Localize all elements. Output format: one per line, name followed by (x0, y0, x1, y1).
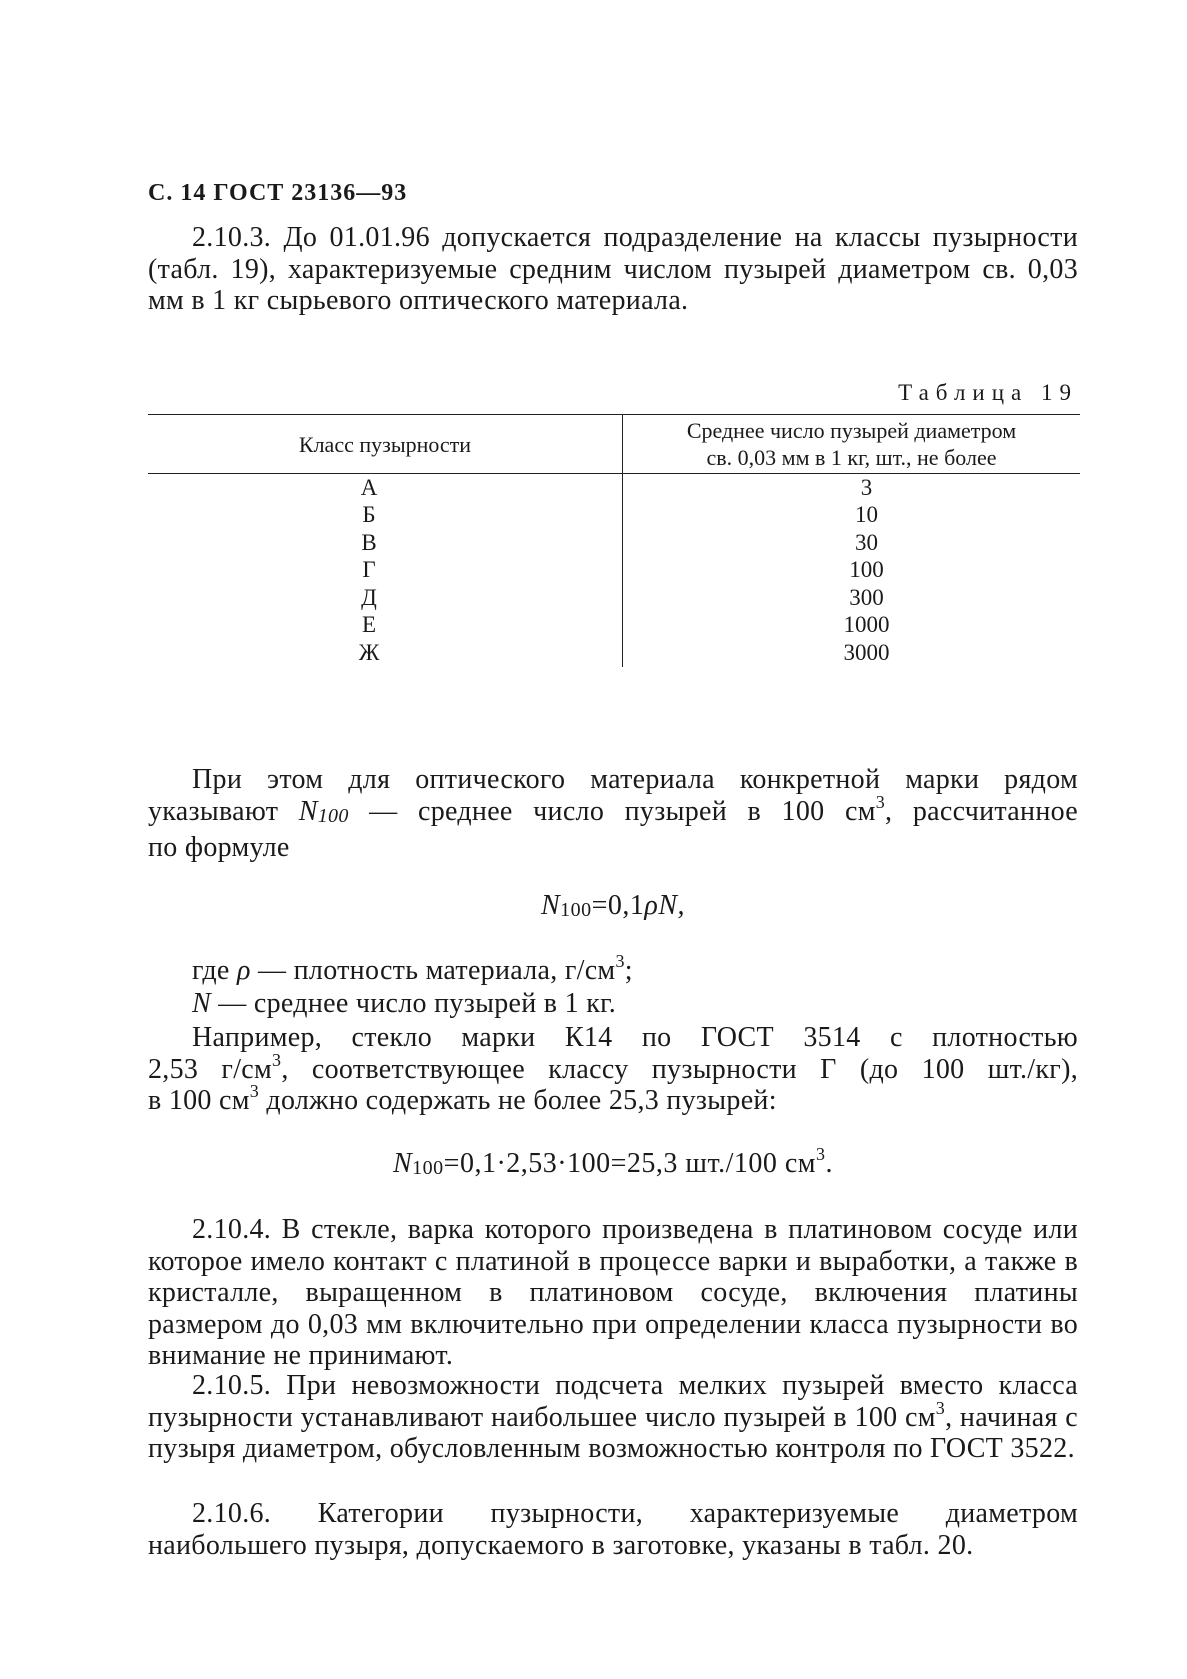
table-row (148, 584, 1080, 612)
intro-line1: При этом для оптического материала конкретной марки рядом (192, 764, 1078, 795)
where-prefix: где (192, 955, 230, 986)
class-cell: Г (148, 557, 623, 585)
cube-superscript: 3 (816, 1144, 826, 1164)
count-cell: 3 (860, 474, 873, 500)
formula-example (148, 1144, 1078, 1180)
formula-rhs: =0,1 (591, 890, 645, 921)
column-header-count-line2: св. 0,03 мм в 1 кг, шт., не более (706, 445, 997, 470)
cube-superscript: 3 (272, 1049, 282, 1070)
table-header-row (148, 415, 1080, 474)
intro-line2-b: — среднее число пузырей в 100 см (369, 795, 876, 827)
table-row (148, 502, 1080, 530)
example-line1: Например, стекло марки К14 по ГОСТ 3514 с плотностью (192, 1022, 1078, 1053)
formula-tail: N, (658, 890, 686, 921)
cube-superscript: 3 (875, 791, 886, 812)
rho-symbol: ρ (236, 955, 251, 986)
example-paragraph (148, 1022, 1078, 1117)
page-header: С. 14 ГОСТ 23136—93 (148, 180, 408, 206)
paragraph-2-10-6: 2.10.6. Категории пузырности, характеризуемые диаметром наибольшего пузыря, допускаемого в заготовке, указаны в табл. 20. (148, 1498, 1078, 1561)
formula-lhs: N (540, 890, 561, 921)
count-cell: 10 (855, 502, 878, 528)
intro-line2-c: , рассчитанное (885, 795, 1078, 827)
table-row (148, 529, 1080, 557)
intro-line3: по формуле (148, 832, 290, 863)
intro-line2-a: указывают (148, 795, 279, 827)
n-definition: — среднее число пузырей в 1 кг. (218, 988, 617, 1019)
class-cell: Б (148, 502, 623, 530)
formula2-lhs: N (392, 1148, 413, 1179)
formula-n100 (148, 890, 1078, 922)
table-row (148, 612, 1080, 640)
column-header-count (623, 415, 1081, 474)
n-symbol: N (192, 988, 211, 1019)
cube-superscript: 3 (249, 1081, 260, 1101)
n100-subscript: 100 (317, 804, 349, 827)
intro-paragraph (148, 764, 1078, 864)
count-cell: 100 (849, 557, 884, 583)
example-line3-a: в 100 см (148, 1085, 250, 1116)
example-line2-a: 2,53 г/см (148, 1053, 273, 1085)
count-cell: 1000 (843, 612, 890, 638)
table-caption: Таблица 19 (898, 380, 1078, 405)
example-line3 (148, 1081, 1078, 1117)
where-rho-line (192, 951, 633, 987)
paragraph-2-10-5-b: , начиная с пузыря диаметром, обусловленным возможностью контроля по ГОСТ 3522. (148, 1401, 1078, 1464)
example-line3-b: должно содержать не более 25,3 пузырей: (259, 1085, 777, 1116)
intro-line2 (148, 791, 1078, 833)
class-cell: В (148, 529, 623, 557)
formula2-subscript: 100 (412, 1157, 444, 1179)
cube-superscript: 3 (935, 1397, 946, 1418)
where-n-line (192, 988, 616, 1020)
paragraph-2-10-5 (148, 1370, 1078, 1465)
class-cell: Е (148, 612, 623, 640)
n100-symbol: $N_{100}$ (298, 795, 349, 827)
formula-rho: ρ (644, 890, 659, 921)
count-cell: 300 (849, 584, 884, 610)
column-header-class: Класс пузырности (148, 415, 623, 474)
formula-subscript: 100 (560, 899, 592, 921)
table-row (148, 639, 1080, 667)
class-cell: Д (148, 584, 623, 612)
example-line2 (148, 1049, 1078, 1086)
table-row (148, 474, 1080, 502)
rho-definition: — плотность материала, г/см (258, 955, 616, 986)
count-cell: 30 (855, 529, 878, 555)
table-row (148, 557, 1080, 585)
paragraph-2-10-5-a: 2.10.5. При невозможности подсчета мелких пузырей вместо класса пузырности устанавливают наибольшее число пузырей в 100 см (148, 1370, 1078, 1433)
count-cell: 3000 (843, 639, 890, 665)
example-line2-b: , соответствующее классу пузырности Г (до 100 шт./кг), (281, 1053, 1078, 1085)
bubble-class-table (148, 414, 1080, 667)
formula2-rhs: =0,1·2,53·100=25,3 шт./100 см (443, 1148, 817, 1179)
rho-end: ; (624, 955, 633, 986)
column-header-count-line1: Среднее число пузырей диаметром (686, 418, 1017, 443)
paragraph-2-10-4: 2.10.4. В стекле, варка которого произведена в платиновом сосуде или которое имело контакт с платиной в процессе варки и выработки, а также в кристалле, выращенном в платиновом сосуде, включения платины размером до 0,03 мм включительно при определении класса пузырности во внимание не принимают. (148, 1214, 1078, 1371)
paragraph-2-10-3: 2.10.3. До 01.01.96 допускается подразделение на классы пузырности (табл. 19), характеризуемые средним числом пузырей диаметром св. 0,03 мм в 1 кг сырьевого оптического материала. (148, 222, 1078, 316)
class-cell: Ж (148, 639, 623, 667)
cube-superscript: 3 (615, 951, 625, 971)
class-cell: А (148, 474, 623, 502)
formula2-end: . (825, 1148, 834, 1179)
